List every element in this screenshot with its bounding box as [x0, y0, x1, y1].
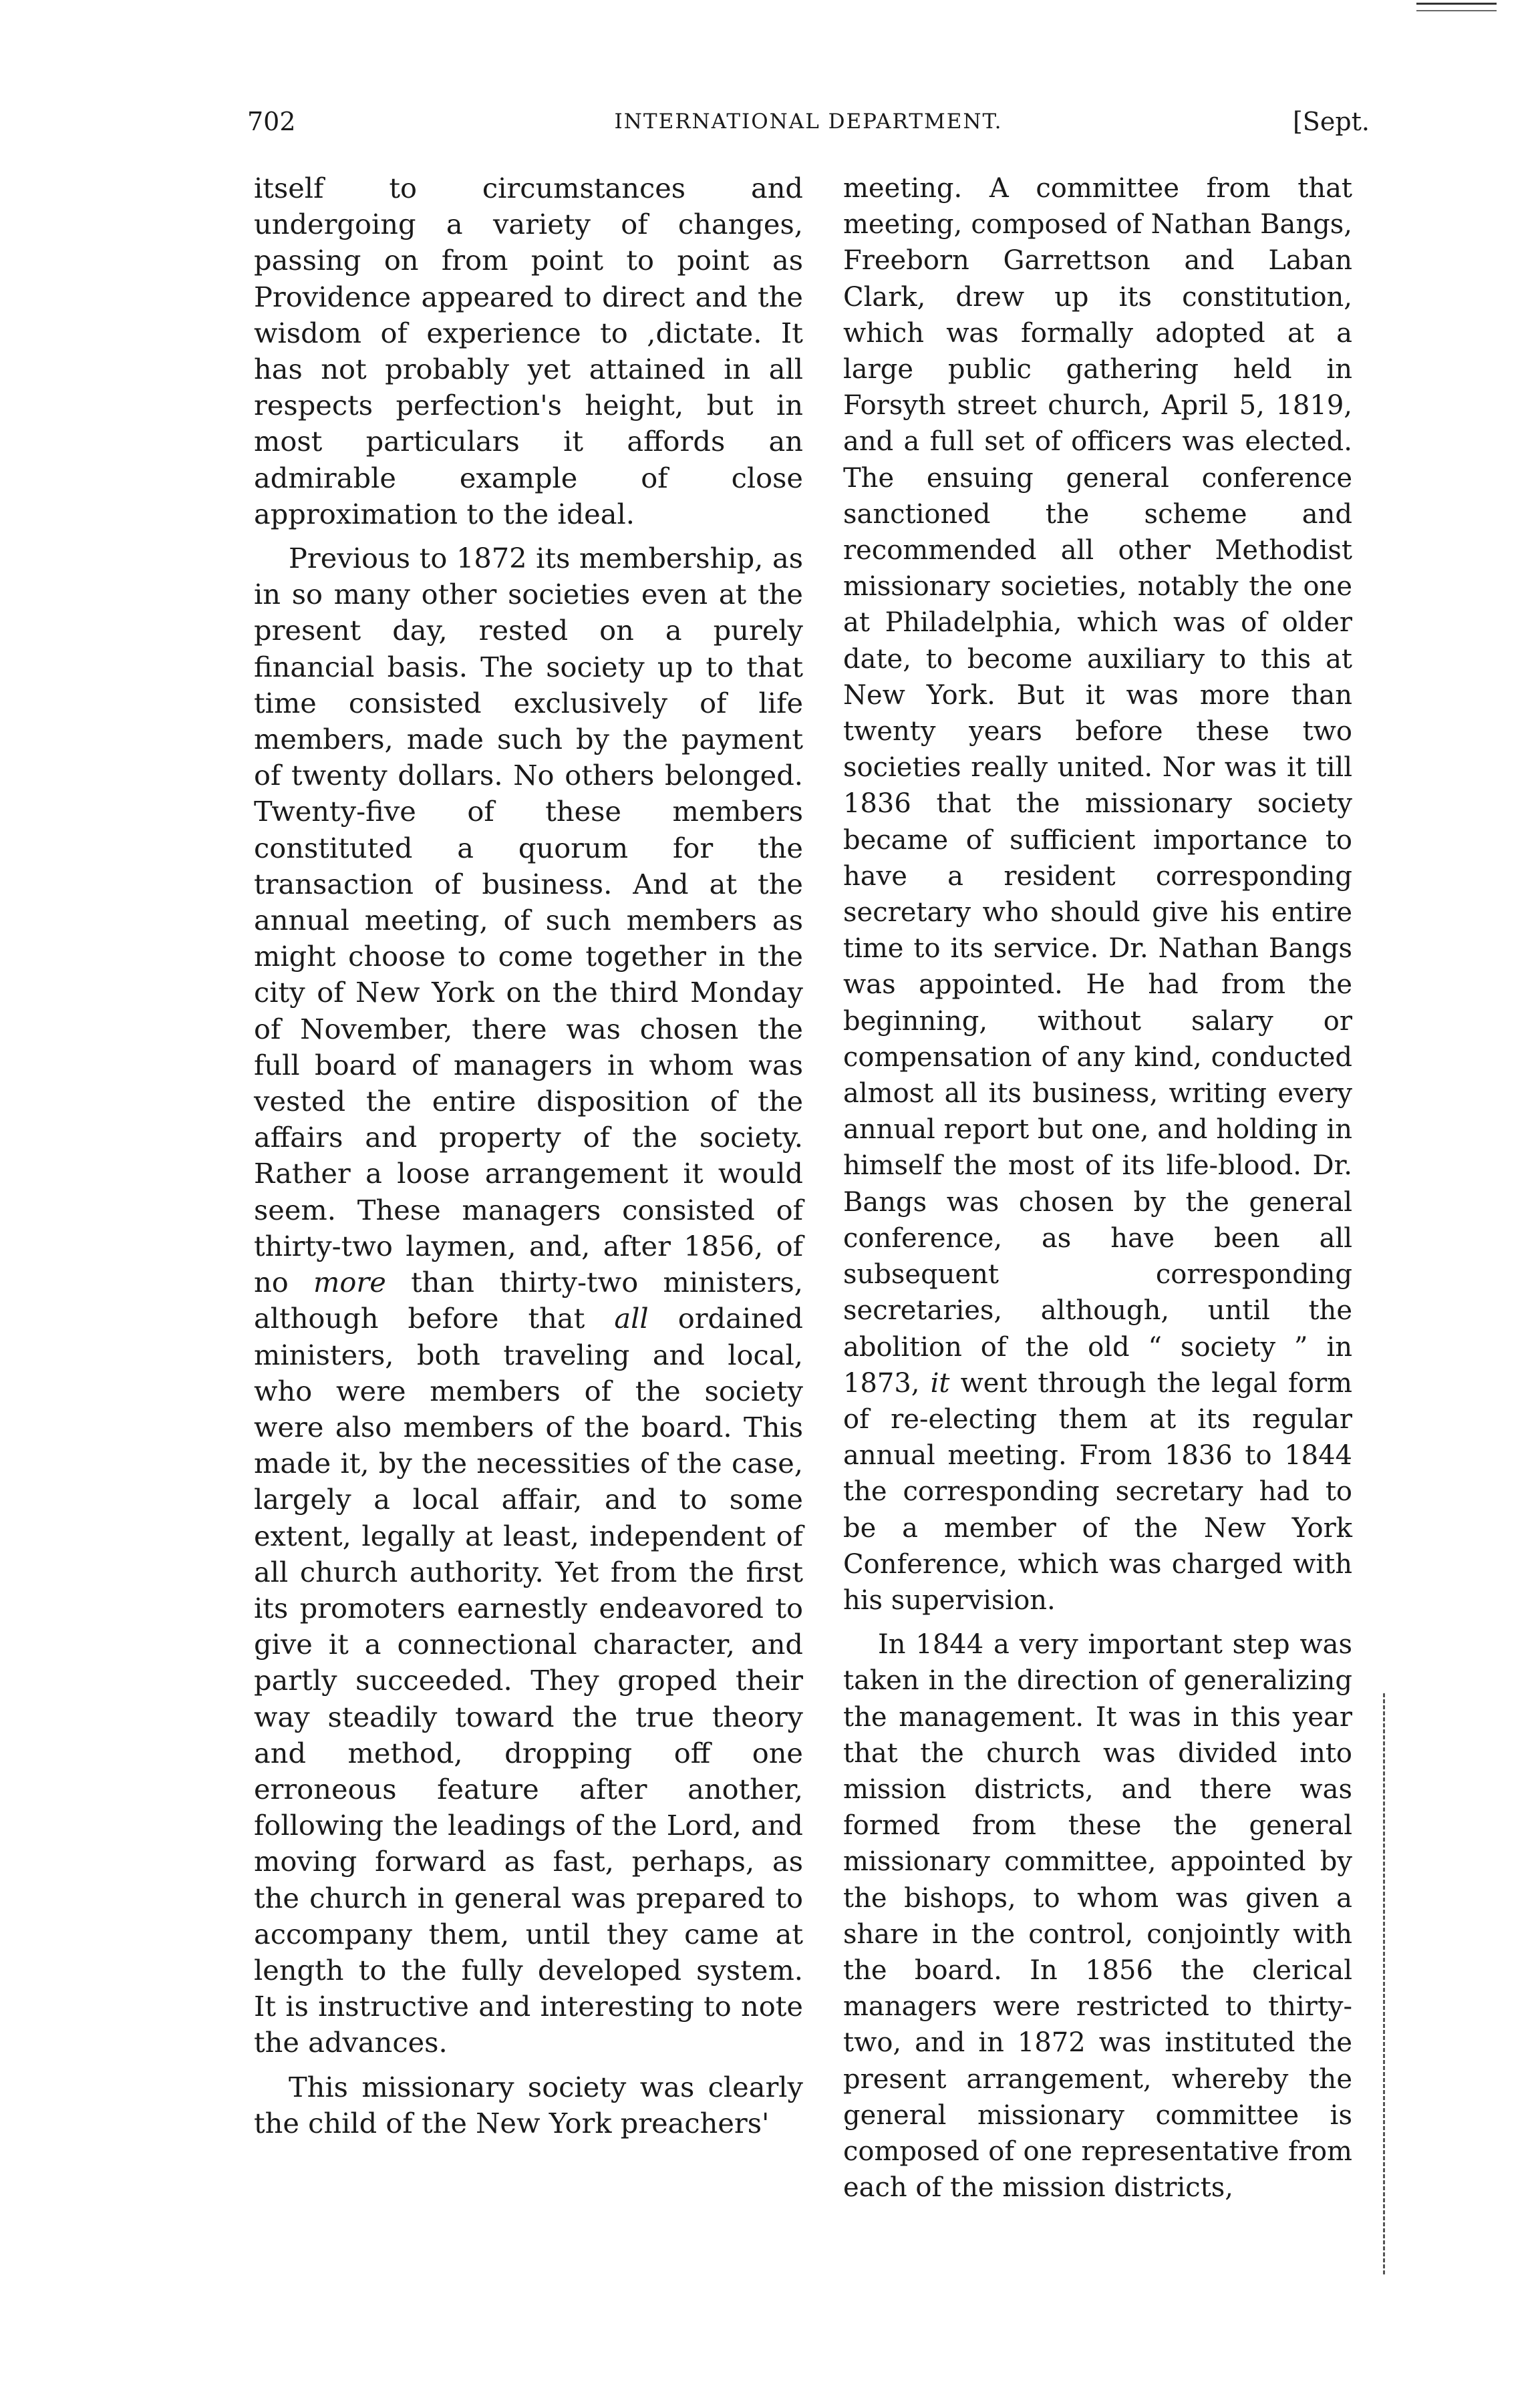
section-title: INTERNATIONAL DEPARTMENT. — [614, 110, 1003, 134]
left-paragraph-2-emphasis-all: all — [614, 1302, 649, 1335]
right-paragraph-1 — [843, 170, 1352, 1618]
left-paragraph-2-text-c: ordained ministers, both traveling and local, who were members of the society were also members of the board. This made it, by the necessities of the case, largely a local affair, and to some extent, legally at least, independent of all church authority. Yet from the first its promoters earnestly endeavored to give it a connectional character, and partly succeeded. They groped their way steadily toward the true theory and method, dropping off one erroneous feature after another, following the leadings of the Lord, and moving forward as fast, perhaps, as the church in general was prepared to accompany them, until they came at length to the fully developed system. It is instructive and interesting to note the advances. — [254, 1302, 803, 2059]
left-column — [254, 170, 803, 2141]
left-paragraph-3 — [254, 2069, 803, 2141]
running-head — [247, 107, 1370, 147]
page-number: 702 — [247, 107, 296, 136]
right-paragraph-1-text-a: meeting. A committee from that meeting, composed of Nathan Bangs, Freeborn Garrettson and Laban Clark, drew up its constitution, which was formally adopted at a large public gathering held in Forsyth street church, April 5, 1819, and a full set of officers was elected. The ensuing general conference sanctioned the scheme and recommended all other Methodist missionary societies, notably the one at Philadelphia, which was of older date, to become auxiliary to this at New York. But it was more than twenty years before these two societies really united. Nor was it till 1836 that the missionary society became of sufficient importance to have a resident corresponding secretary who should give his entire time to its service. Dr. Nathan Bangs was appointed. He had from the beginning, without salary or compensation of any kind, conducted almost all its business, writing every annual report but one, and holding in himself the most of its life-blood. Dr. Bangs was chosen by the general conference, as have been all subsequent corresponding secretaries, although, until the abolition of the old “ society ” in 1873, — [843, 173, 1352, 1399]
left-paragraph-3-text: This missionary society was clearly the child of the New York preachers' — [254, 2070, 803, 2139]
left-paragraph-1: itself to circumstances and undergoing a variety of changes, passing on from point to point as Providence appeared to direct and the wisdom of experience to ,dictate. It has not probably yet attained in all respects perfection's height, but in most particulars it affords an admirable example of close approximation to the ideal. — [254, 172, 803, 530]
left-paragraph-2 — [254, 540, 803, 2061]
left-paragraph-2-text-b: than thirty-two ministers, although before that — [254, 1266, 803, 1335]
right-paragraph-1-text-b: went through the legal form of re-electing them at its regular annual meeting. From 1836 to 1844 the corresponding secretary had to be a member of the New York Conference, which was charged with his supervision. — [843, 1367, 1352, 1616]
left-paragraph-2-emphasis-more: more — [313, 1266, 386, 1299]
margin-scan-rule — [1383, 1693, 1385, 2274]
left-paragraph-2-text-a: Previous to 1872 its membership, as in so many other societies even at the present day, rested on a purely financial basis. The society up to that time consisted exclusively of life members, made such by the payment of twenty dollars. No others belonged. Twenty-five of these members constituted a quorum for the transaction of business. And at the annual meeting, of such members as might choose to come together in the city of New York on the third Monday of November, there was chosen the full board of managers in whom was vested the entire disposition of the affairs and property of the society. Rather a loose arrangement it would seem. These managers consisted of thirty-two laymen, and, after 1856, of no — [254, 542, 803, 1299]
right-paragraph-2 — [843, 1626, 1352, 2206]
scan-corner-mark — [1416, 3, 1497, 11]
right-column — [843, 170, 1352, 2206]
right-paragraph-1-emphasis-it: it — [930, 1367, 950, 1399]
right-paragraph-2-text: In 1844 a very important step was taken in the direction of generalizing the management. It was in this year that the church was divided into mission districts, and there was formed from these the general missionary committee, appointed by the bishops, to whom was given a share in the control, conjointly with the board. In 1856 the clerical managers were restricted to thirty-two, and in 1872 was instituted the present arrangement, whereby the general missionary committee is composed of one representative from each of the mission districts, — [843, 1629, 1352, 2204]
month-label: [Sept. — [1292, 107, 1370, 136]
